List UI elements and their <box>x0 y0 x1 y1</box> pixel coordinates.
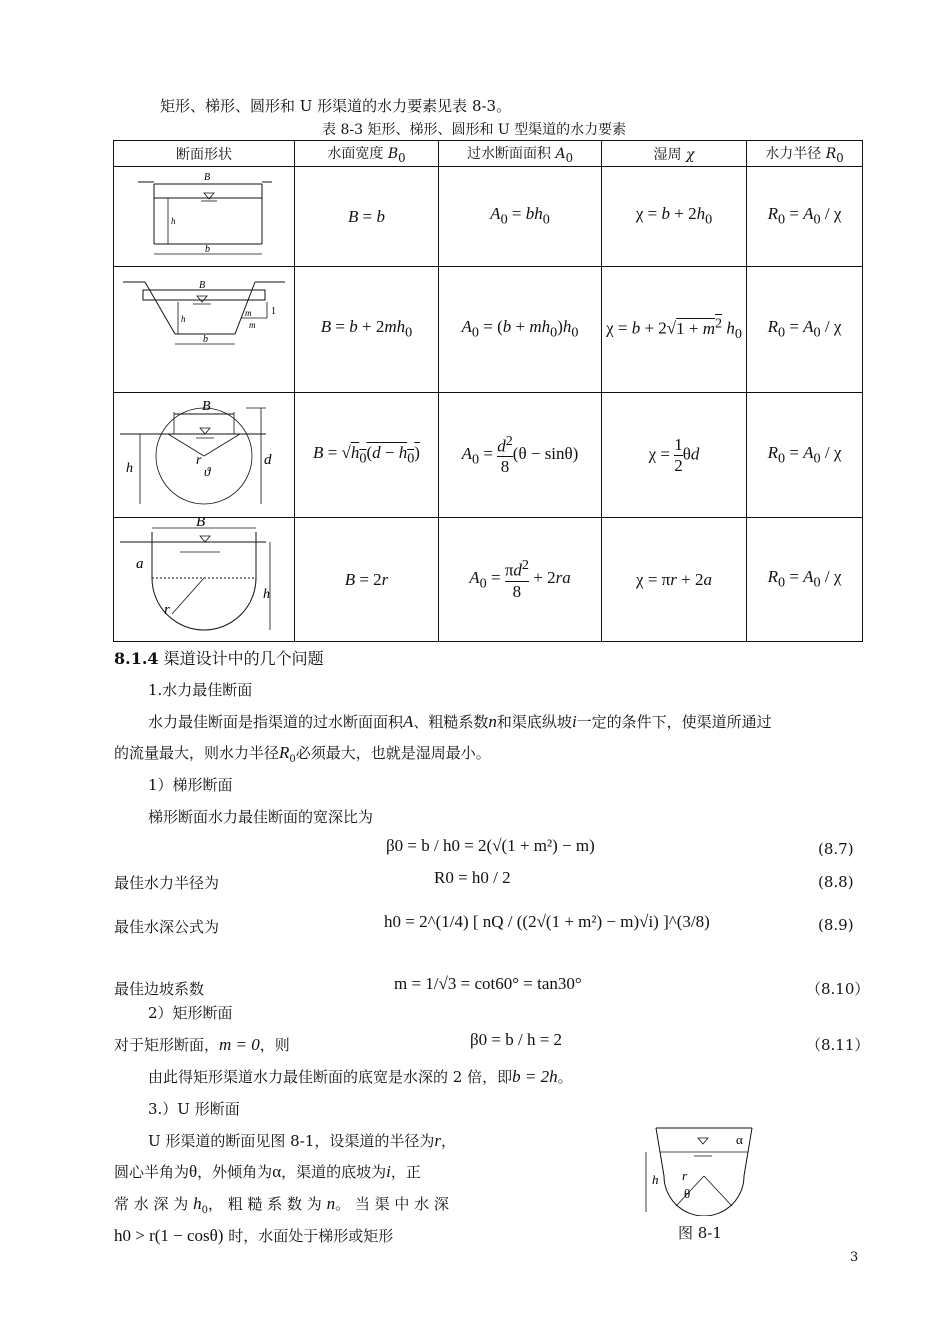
header-area: 过水断面面积 $A_0$ <box>439 141 602 167</box>
cell-area: $A_0$ = $\frac{d^2}{8}$ (θ − sinθ) <box>439 393 602 518</box>
hydraulic-elements-table <box>113 140 863 642</box>
label-one: 1 <box>271 306 276 317</box>
sub-u-shape: 3.）U 形断面 <box>148 1100 240 1118</box>
label-r: r <box>196 452 202 468</box>
equation-8-10: m = 1/√3 = cot60° = tan30° <box>394 974 582 993</box>
fig-label-h0: h <box>652 1172 659 1187</box>
label-B: B <box>202 398 211 414</box>
header-shape: 断面形状 <box>114 141 295 167</box>
label-8-9: 最佳水深公式为 <box>114 918 220 936</box>
table-header-row <box>114 141 863 167</box>
label-m: m <box>245 308 252 318</box>
equation-number-8-10: （8.10） <box>806 980 870 998</box>
u-paragraph-line2: 圆心半角为θ，外倾角为α，渠道的底坡为i，正 <box>114 1162 421 1181</box>
u-paragraph-line3: 常 水 深 为 $h_0$， 粗 糙 系 数 为 n。 当 渠 中 水 深 <box>114 1194 449 1216</box>
section-number: 8.1.4 <box>114 649 159 668</box>
rectangle-line: 对于矩形断面，m = 0，则 <box>114 1035 290 1054</box>
rectangle-diagram <box>114 167 295 267</box>
table-row <box>114 393 863 518</box>
u-paragraph-line1: U 形渠道的断面见图 8-1，设渠道的半径为r， <box>148 1131 456 1150</box>
label-b: b <box>203 334 208 345</box>
table-row <box>114 167 863 267</box>
label-h0: h <box>171 216 176 226</box>
section-title: 渠道设计中的几个问题 <box>163 649 324 668</box>
cell-width: $B = √h_0(d - h_0)$ <box>295 393 439 518</box>
page-number: 3 <box>850 1250 859 1265</box>
header-perimeter: 湿周 χ <box>602 141 747 167</box>
label-h0: h <box>263 587 270 602</box>
table-row <box>114 518 863 642</box>
label-r: r <box>164 602 170 618</box>
sub-trapezoid: 1）梯形断面 <box>148 776 233 794</box>
fig-label-alpha: α <box>736 1132 743 1147</box>
equation-8-7: β0 = b / h0 = 2(√(1 + m²) − m) <box>386 836 595 855</box>
u-paragraph-line4: h0 > r(1 − cosθ) 时，水面处于梯形或矩形 <box>114 1226 394 1245</box>
equation-number-8-7: (8.7) <box>818 840 854 858</box>
figure-caption: 图 8-1 <box>678 1224 722 1242</box>
label-8-10: 最佳边坡系数 <box>114 980 205 998</box>
cell-width: B = b <box>295 167 439 267</box>
header-radius: 水力半径 $R_0$ <box>747 141 863 167</box>
cell-perimeter: $\chi = b + 2h_0$ <box>602 167 747 267</box>
rectangle-conclusion: 由此得矩形渠道水力最佳断面的底宽是水深的 2 倍，即b = 2h。 <box>148 1067 573 1086</box>
sub-heading-1: 1.水力最佳断面 <box>148 681 253 699</box>
equation-number-8-9: (8.9) <box>818 916 854 934</box>
label-theta: ϑ <box>204 463 211 479</box>
label-B: B <box>196 518 206 530</box>
intro-line: 矩形、梯形、圆形和 U 形渠道的水力要素见表 8-3。 <box>160 97 512 115</box>
equation-number-8-8: (8.8) <box>818 873 854 891</box>
label-B: B <box>199 280 206 291</box>
cell-width: $B = b + 2mh_0$ <box>295 267 439 393</box>
label-b: b <box>205 244 210 255</box>
fig-label-theta: θ <box>684 1186 691 1201</box>
cell-perimeter: $\chi = b + 2√1 + m^2$ $h_0$ <box>602 267 747 393</box>
trapezoid-intro: 梯形断面水力最佳断面的宽深比为 <box>148 808 374 826</box>
para1-line1: 水力最佳断面是指渠道的过水断面面积A、粗糙系数n和渠底纵坡i一定的条件下，使渠道所通过 <box>148 712 772 731</box>
sub-rectangle: 2）矩形断面 <box>148 1004 233 1022</box>
fig-label-r: r <box>682 1168 688 1183</box>
section-heading <box>114 646 324 669</box>
label-a: a <box>136 556 144 572</box>
label-d: d <box>264 451 272 468</box>
header-width: 水面宽度 $B_0$ <box>295 141 439 167</box>
trapezoid-diagram <box>114 267 295 393</box>
label-h0: h <box>181 314 186 324</box>
equation-number-8-11: （8.11） <box>806 1036 870 1054</box>
cell-radius: $R_0 = A_0 / \chi$ <box>747 518 863 642</box>
equation-8-11: β0 = b / h = 2 <box>470 1030 563 1049</box>
cell-area: $A_0$ = $\frac{\pi d^2}{8}$ + 2ra <box>439 518 602 642</box>
label-8-8: 最佳水力半径为 <box>114 874 220 892</box>
label-h0: h <box>126 460 133 476</box>
cell-width: B = 2r <box>295 518 439 642</box>
cell-perimeter: χ = πr + 2a <box>602 518 747 642</box>
figure-8-1 <box>640 1124 760 1216</box>
cell-area: $A_0 = bh_0$ <box>439 167 602 267</box>
equation-8-9: h0 = 2^(1/4) [ nQ / ((2√(1 + m²) − m)√i) ]^(3/8) <box>384 912 710 931</box>
para1-line2: 的流量最大，则水力半径$R_0$必须最大，也就是湿周最小。 <box>114 743 491 765</box>
circle-diagram <box>114 393 295 518</box>
u-shape-diagram <box>114 518 295 642</box>
table-caption: 表 8-3 矩形、梯形、圆形和 U 型渠道的水力要素 <box>322 122 627 138</box>
cell-radius: $R_0 = A_0 / \chi$ <box>747 267 863 393</box>
table-row <box>114 267 863 393</box>
label-m2: m <box>249 320 256 330</box>
label-B: B <box>204 172 211 183</box>
cell-radius: $R_0 = A_0 / \chi$ <box>747 393 863 518</box>
equation-8-8: R0 = h0 / 2 <box>434 868 511 887</box>
cell-perimeter: χ = $\frac{1}{2}$ θd <box>602 393 747 518</box>
cell-radius: $R_0 = A_0 / \chi$ <box>747 167 863 267</box>
cell-area: $A_0 = (b + mh_0)h_0$ <box>439 267 602 393</box>
